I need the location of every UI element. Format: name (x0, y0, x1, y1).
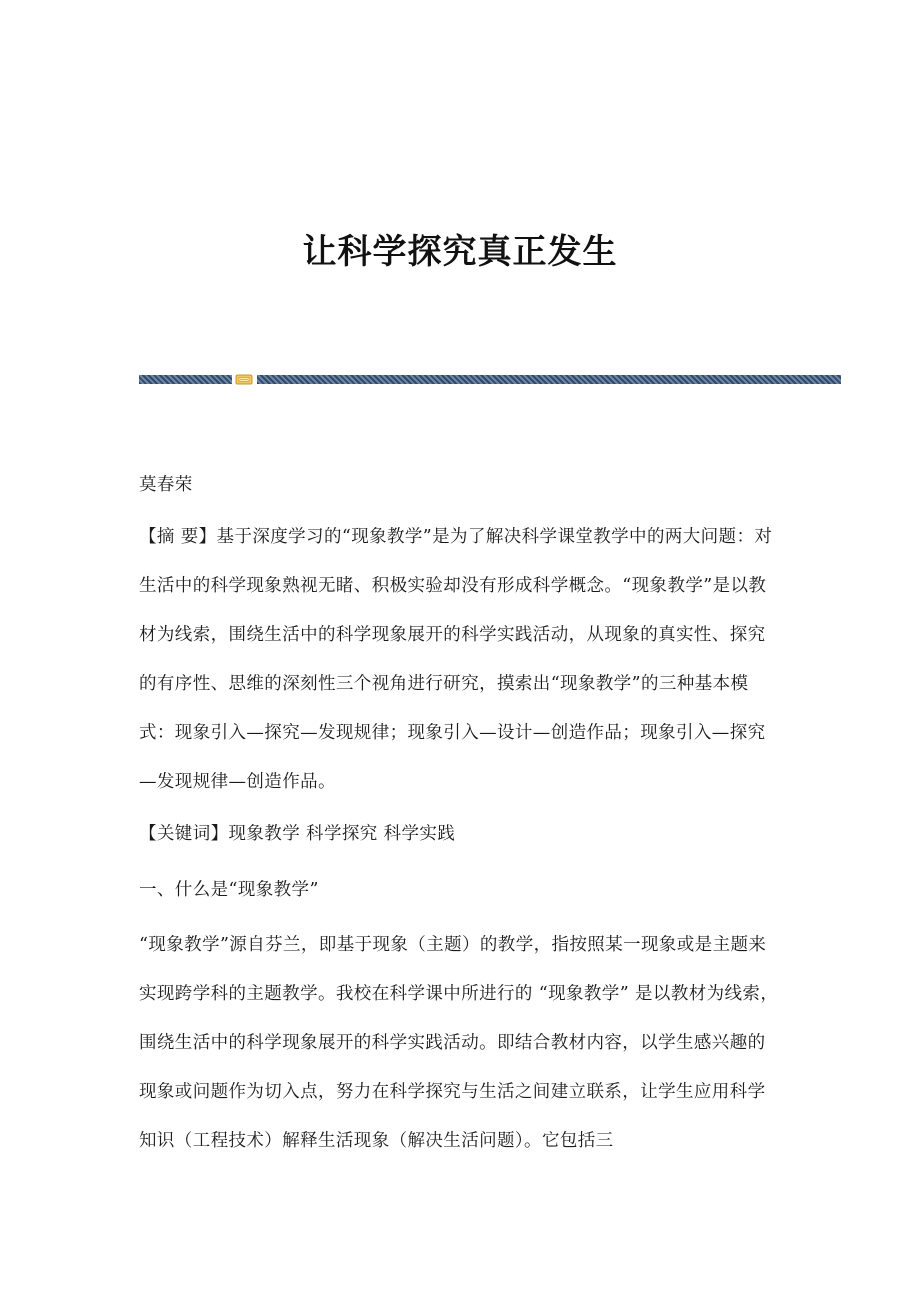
abstract-paragraph: 【摘 要】基于深度学习的“现象教学”是为了解决科学课堂教学中的两大问题：对生活中的科学现象熟视无睹、积极实验却没有形成科学概念。“现象教学”是以教材为线索，围绕生活中的科学现象展开的科学实践活动，从现象的真实性、探究的有序性、思维的深刻性三个视角进行研究，摸索出“现象教学”的三种基本模式：现象引入—探究—发现规律；现象引入—设计—创造作品；现象引入—探究—发现规律—创造作品。 (139, 527, 773, 792)
divider-bar-left (139, 375, 232, 384)
title-divider (139, 375, 841, 384)
divider-bar-right (257, 375, 841, 384)
author-name: 莫春荣 (139, 475, 193, 495)
body-paragraph: “现象教学”源自芬兰，即基于现象（主题）的教学，指按照某一现象或是主题来实现跨学科的主题教学。我校在科学课中所进行的 “现象教学” 是以教材为线索，围绕生活中的科学现象展开的科学实践活动。即结合教材内容，以学生感兴趣的现象或问题作为切入点，努力在科学探究与生活之间建立联系，让学生应用科学知识（工程技术）解释生活现象（解决生活问题）。它包括三 (139, 935, 779, 1151)
section-heading: 一、什么是“现象教学” (139, 880, 319, 900)
keywords-line: 【关键词】现象教学 科学探究 科学实践 (139, 824, 456, 844)
document-title: 让科学探究真正发生 (302, 231, 618, 272)
divider-ornament-icon (235, 373, 253, 386)
